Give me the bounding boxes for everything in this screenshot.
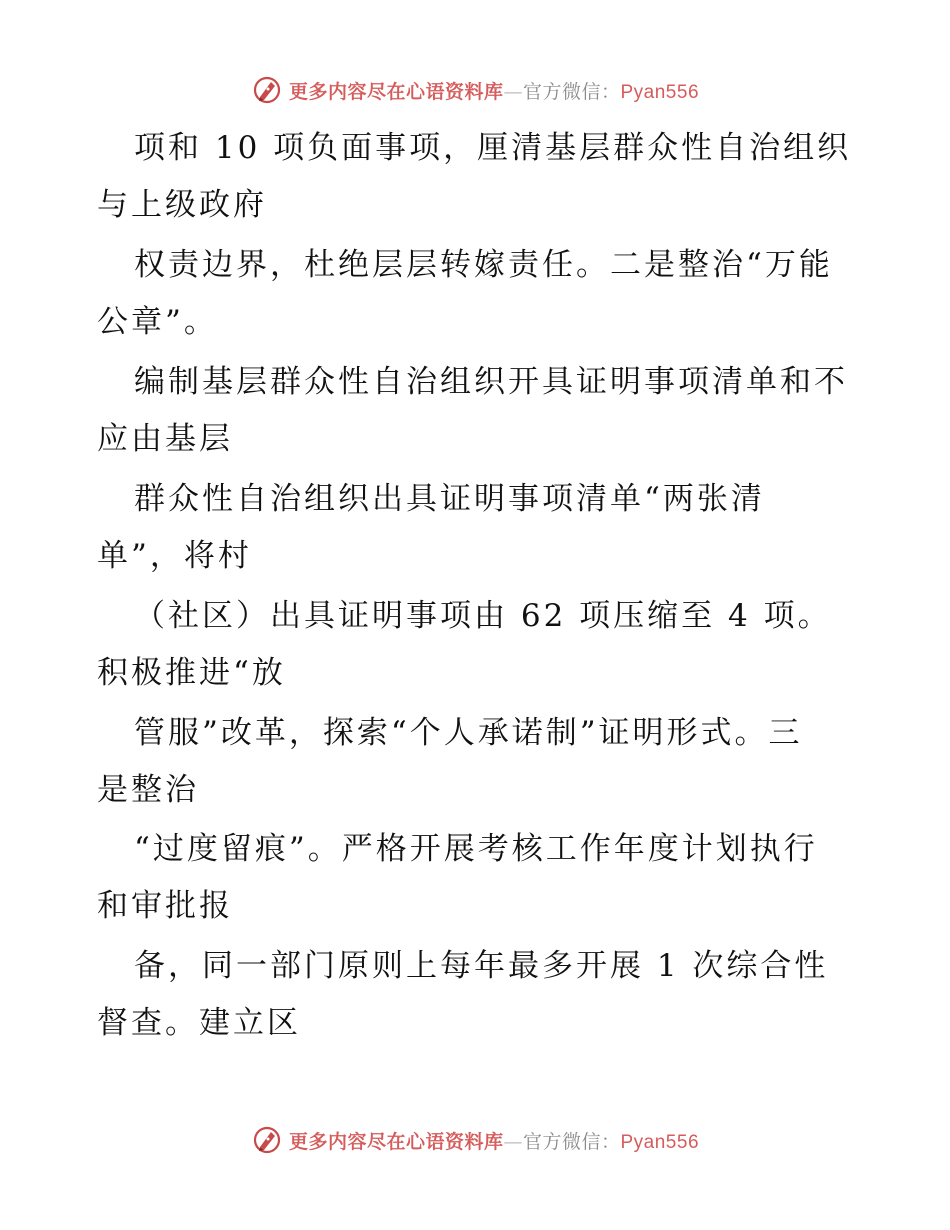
text-line: 备，同一部门原则上每年最多开展 1 次综合性 <box>134 948 829 984</box>
header-banner <box>0 70 950 110</box>
banner-text <box>289 77 699 104</box>
banner-sub-text: 官方微信： <box>522 80 621 103</box>
text-line: 是整治 <box>97 772 199 808</box>
pen-nib-logo-icon <box>251 1124 283 1156</box>
text-line: 编制基层群众性自治组织开具证明事项清单和不 <box>134 364 848 400</box>
banner-wechat-id: Pyan556 <box>620 1131 700 1153</box>
text-line: “过度留痕”。严格开展考核工作年度计划执行 <box>134 831 818 867</box>
text-line: 权责边界，杜绝层层转嫁责任。二是整治“万能 <box>134 247 833 283</box>
banner-main-text: 更多内容尽在心语资料库 <box>288 1130 504 1153</box>
text-line: 管服”改革，探索“个人承诺制”证明形式。三 <box>134 715 803 751</box>
text-line: 与上级政府 <box>97 187 267 223</box>
text-line: 应由基层 <box>97 421 233 457</box>
text-line: 积极推进“放 <box>97 655 286 691</box>
pen-nib-logo-icon <box>251 74 283 106</box>
text-line: 项和 10 项负面事项，厘清基层群众性自治组织 <box>134 130 852 166</box>
footer-banner <box>0 1120 950 1160</box>
banner-wechat-id: Pyan556 <box>620 81 700 103</box>
banner-main-text: 更多内容尽在心语资料库 <box>288 80 504 103</box>
text-line: 督查。建立区 <box>97 1005 301 1041</box>
text-line: 和审批报 <box>97 888 233 924</box>
banner-text <box>289 1127 699 1154</box>
text-line: 公章”。 <box>97 304 218 340</box>
text-line: （社区）出具证明事项由 62 项压缩至 4 项。 <box>134 598 832 634</box>
banner-dash: — <box>503 1130 523 1153</box>
banner-sub-text: 官方微信： <box>522 1130 621 1153</box>
text-line: 群众性自治组织出具证明事项清单“两张清 <box>134 481 765 517</box>
banner-dash: — <box>503 80 523 103</box>
text-line: 单”，将村 <box>97 538 252 574</box>
